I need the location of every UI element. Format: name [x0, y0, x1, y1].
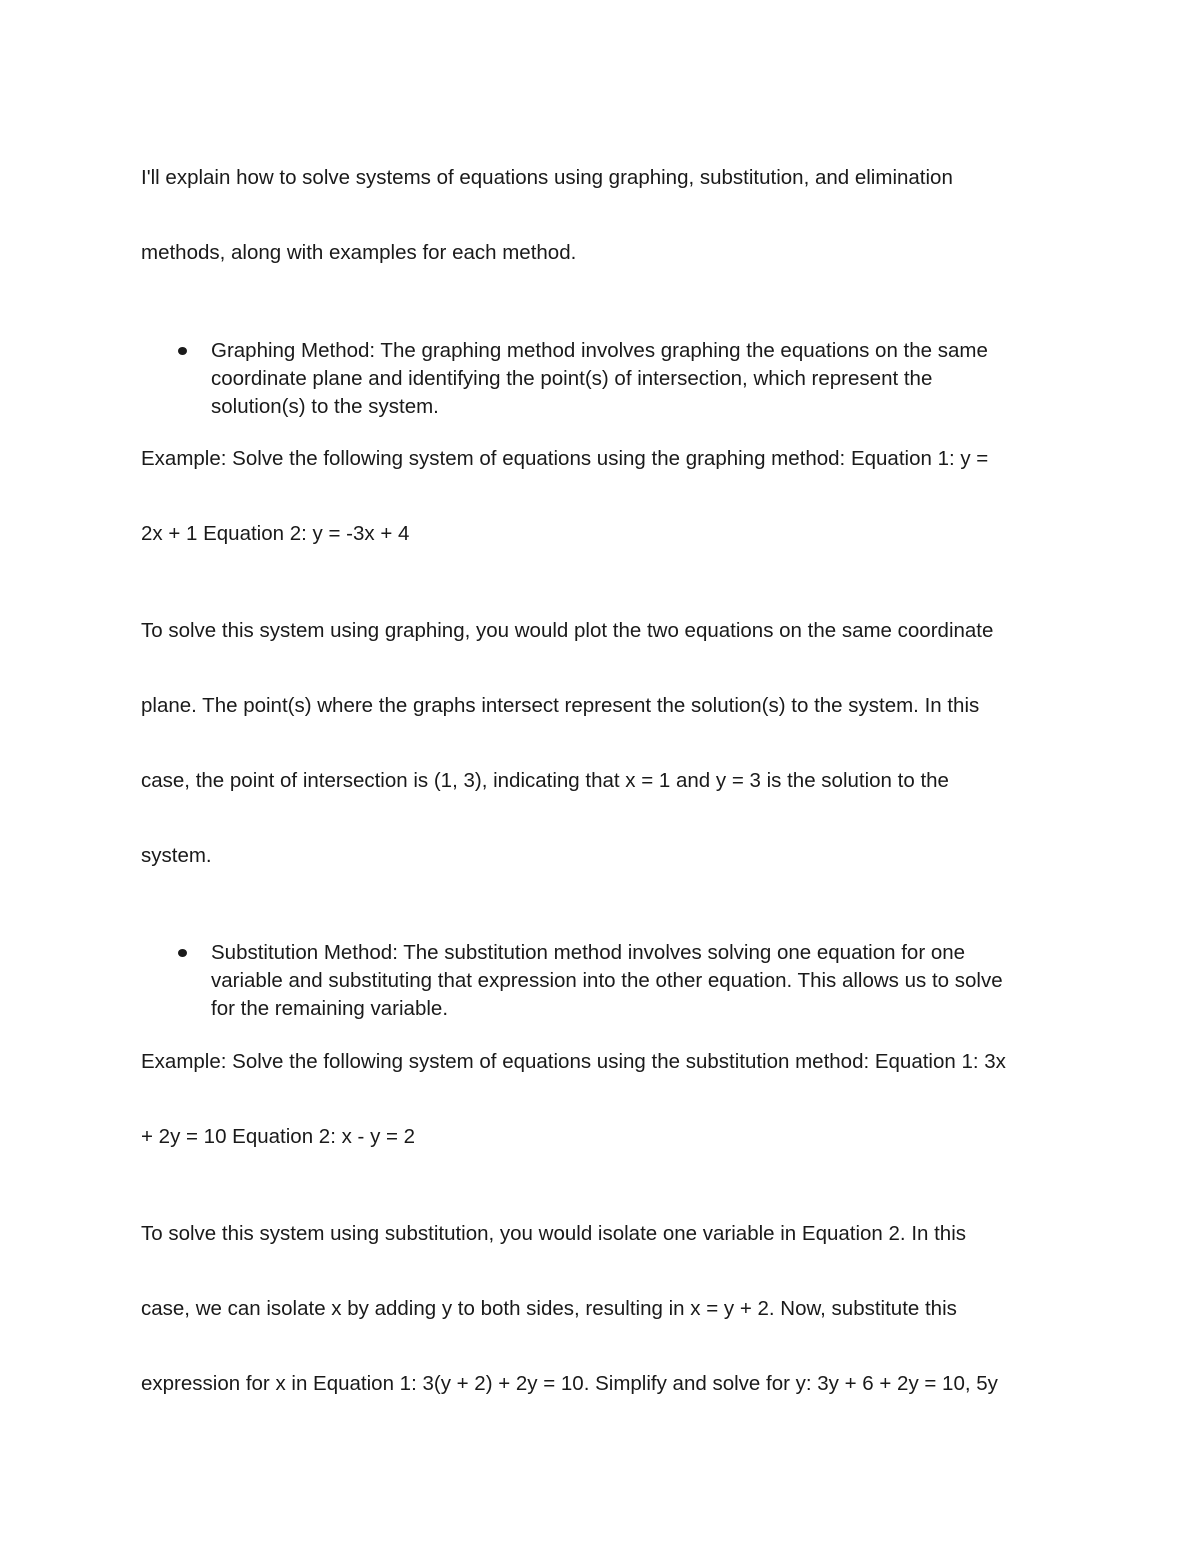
- intro-line-2: methods, along with examples for each method.: [141, 241, 577, 264]
- substitution-solution-line-3: expression for x in Equation 1: 3(y + 2) + 2y = 10. Simplify and solve for y: 3y + 6 + 2y = 10, 5y: [141, 1372, 998, 1395]
- substitution-bullet-line-2: variable and substituting that expression into the other equation. This allows us to solve: [211, 969, 1003, 992]
- graphing-bullet-line-1: Graphing Method: The graphing method involves graphing the equations on the same: [211, 339, 988, 362]
- substitution-method-bullet: [211, 939, 1051, 1023]
- bullet-dot-icon: [178, 949, 187, 957]
- substitution-example-line-2: + 2y = 10 Equation 2: x - y = 2: [141, 1125, 416, 1148]
- graphing-bullet-line-3: solution(s) to the system.: [211, 395, 439, 418]
- graphing-example-line-1: Example: Solve the following system of equations using the graphing method: Equation 1: y =: [141, 447, 989, 470]
- substitution-solution-line-2: case, we can isolate x by adding y to both sides, resulting in x = y + 2. Now, substitute this: [141, 1297, 957, 1320]
- intro-line-1: I'll explain how to solve systems of equations using graphing, substitution, and elimination: [141, 166, 953, 189]
- graphing-bullet-line-2: coordinate plane and identifying the point(s) of intersection, which represent the: [211, 367, 933, 390]
- substitution-example-line-1: Example: Solve the following system of equations using the substitution method: Equation 1: 3x: [141, 1050, 1006, 1073]
- substitution-bullet-line-1: Substitution Method: The substitution method involves solving one equation for one: [211, 941, 966, 964]
- graphing-solution-line-3: case, the point of intersection is (1, 3), indicating that x = 1 and y = 3 is the solution to the: [141, 769, 949, 792]
- bullet-dot-icon: [178, 347, 187, 355]
- graphing-example-line-2: 2x + 1 Equation 2: y = -3x + 4: [141, 522, 410, 545]
- graphing-solution-line-1: To solve this system using graphing, you would plot the two equations on the same coordinate: [141, 619, 994, 642]
- graphing-solution-line-2: plane. The point(s) where the graphs intersect represent the solution(s) to the system. In this: [141, 694, 980, 717]
- graphing-solution-line-4: system.: [141, 844, 212, 867]
- graphing-method-bullet: [211, 337, 1051, 421]
- substitution-solution-line-1: To solve this system using substitution, you would isolate one variable in Equation 2. In this: [141, 1222, 967, 1245]
- substitution-bullet-line-3: for the remaining variable.: [211, 997, 449, 1020]
